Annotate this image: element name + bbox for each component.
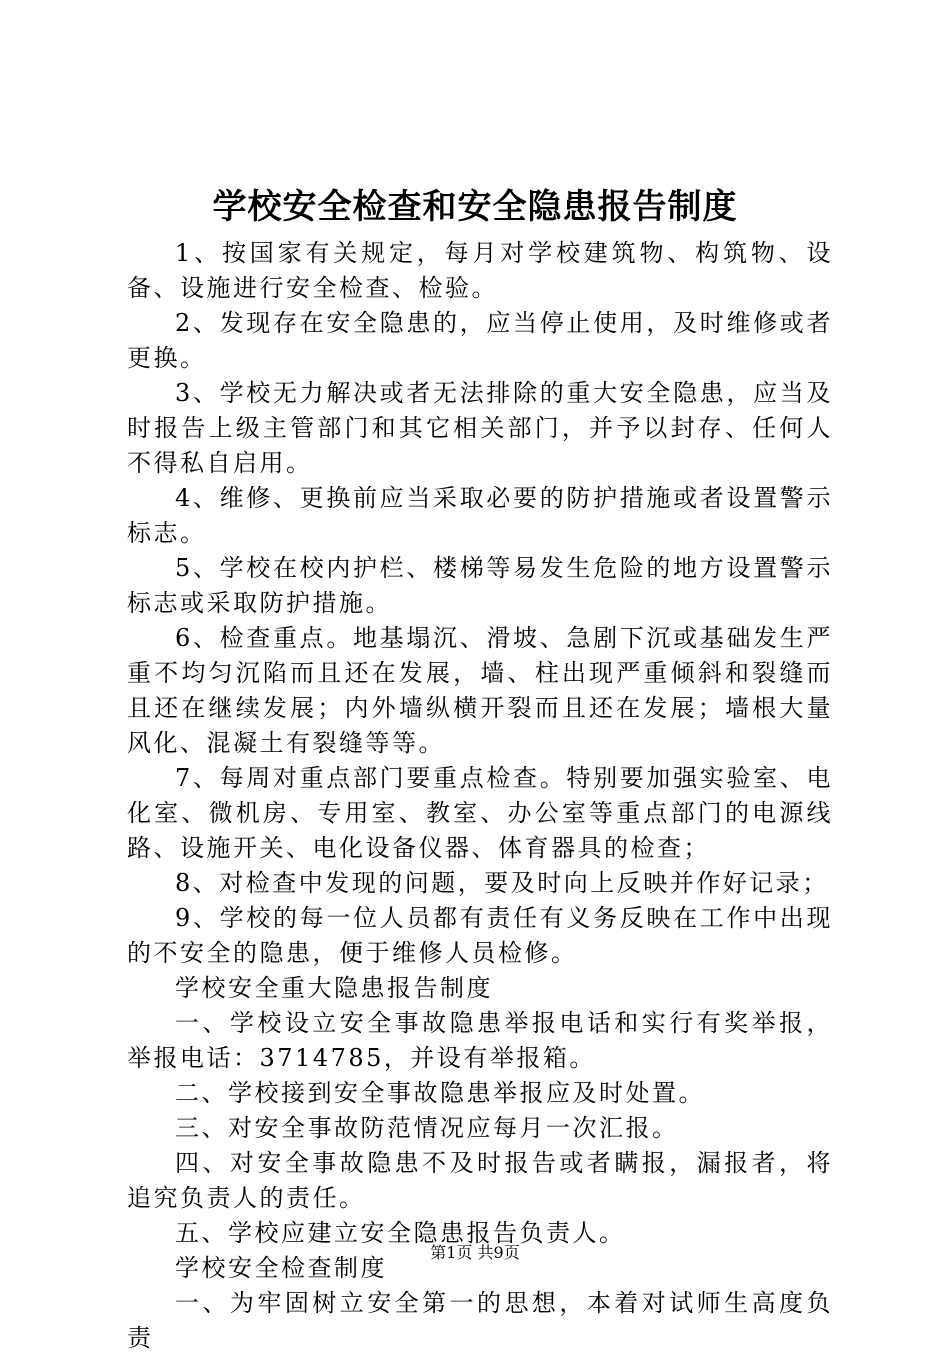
- paragraph: 2、发现存在安全隐患的，应当停止使用，及时维修或者更换。: [127, 309, 833, 372]
- paragraph: 8、对检查中发现的问题，要及时向上反映并作好记录；: [175, 869, 829, 897]
- paragraph: 二、学校接到安全事故隐患举报应及时处置。: [175, 1079, 705, 1107]
- paragraph: 三、对安全事故防范情况应每月一次汇报。: [175, 1114, 679, 1142]
- section-heading: 学校安全重大隐患报告制度: [175, 974, 493, 1002]
- paragraph: 四、对安全事故隐患不及时报告或者瞒报，漏报者，将追究负责人的责任。: [127, 1149, 833, 1212]
- paragraph: 一、学校设立安全事故隐患举报电话和实行有奖举报，举报电话：3714785，并设有举报箱。: [127, 1009, 833, 1072]
- paragraph: 6、检查重点。地基塌沉、滑坡、急剧下沉或基础发生严重不均匀沉陷而且还在发展，墙、柱出现严重倾斜和裂缝而且还在继续发展；内外墙纵横开裂而且还在发展；墙根大量风化、混凝土有裂缝等等。: [127, 624, 833, 757]
- page-footer: 第1页 共9页: [430, 1243, 520, 1262]
- paragraph: 一、为牢固树立安全第一的思想，本着对试师生高度负责: [127, 1289, 833, 1352]
- document-title: 学校安全检查和安全隐患报告制度: [212, 187, 738, 227]
- paragraph: 4、维修、更换前应当采取必要的防护措施或者设置警示标志。: [127, 484, 833, 547]
- paragraph: 5、学校在校内护栏、楼梯等易发生危险的地方设置警示标志或采取防护措施。: [127, 554, 833, 617]
- document-body: [127, 236, 833, 1356]
- paragraph: 3、学校无力解决或者无法排除的重大安全隐患，应当及时报告上级主管部门和其它相关部门，并予以封存、任何人不得私自启用。: [127, 379, 833, 477]
- paragraph: 五、学校应建立安全隐患报告负责人。: [175, 1219, 626, 1247]
- paragraph: 7、每周对重点部门要重点检查。特别要加强实验室、电化室、微机房、专用室、教室、办公室等重点部门的电源线路、设施开关、电化设备仪器、体育器具的检查；: [127, 764, 833, 862]
- paragraph: 1、按国家有关规定，每月对学校建筑物、构筑物、设备、设施进行安全检查、检验。: [127, 239, 833, 302]
- paragraph: 9、学校的每一位人员都有责任有义务反映在工作中出现的不安全的隐患，便于维修人员检修。: [127, 904, 833, 967]
- section-heading: 学校安全检查制度: [175, 1254, 387, 1282]
